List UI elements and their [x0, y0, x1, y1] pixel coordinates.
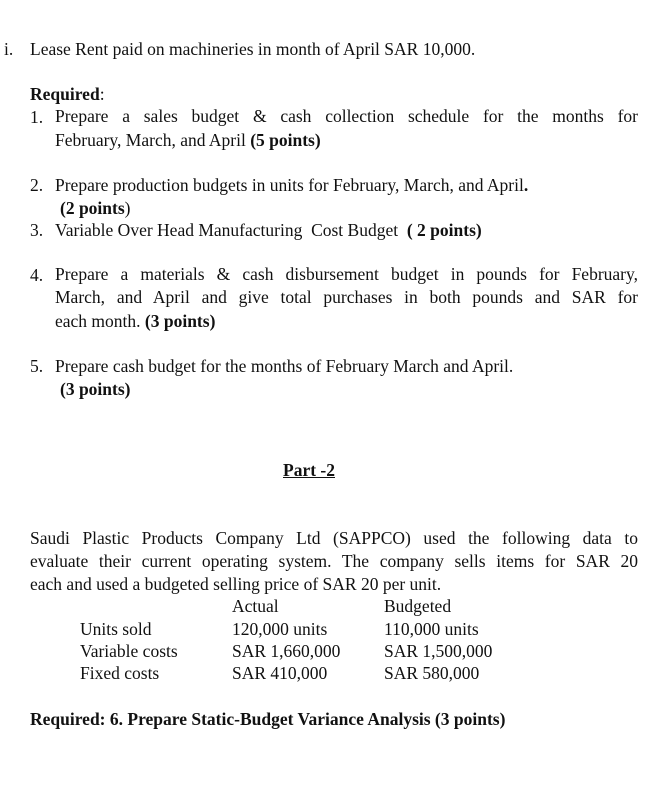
- required-colon: :: [99, 84, 105, 104]
- requirement-points: ( 2 points): [406, 220, 482, 240]
- requirement-text: [55, 174, 528, 196]
- requirement-number: 4.: [30, 265, 44, 285]
- actual-value: SAR 410,000: [232, 663, 328, 683]
- requirement-points-line: [60, 197, 131, 219]
- paragraph-line: evaluate their current operating system. The company sells items for SAR 20: [30, 551, 638, 571]
- row-label: Units sold: [80, 619, 152, 639]
- paragraph-line: each and used a budgeted selling price of SAR 20 per unit.: [30, 574, 442, 594]
- requirement-text: Prepare a sales budget & cash collection schedule for the months for: [55, 106, 638, 126]
- row-label: Fixed costs: [80, 663, 160, 683]
- part-2-required: Required: 6. Prepare Static-Budget Variance Analysis (3 points): [30, 709, 506, 729]
- part-2-title: Part -2: [283, 460, 335, 480]
- requirement-text-line: February, March, and April: [55, 130, 251, 150]
- budgeted-value: SAR 1,500,000: [384, 641, 493, 661]
- required-heading: [30, 83, 105, 105]
- requirement-points: (3 points): [60, 379, 131, 399]
- actual-value: SAR 1,660,000: [232, 641, 341, 661]
- requirement-number: 3.: [30, 220, 44, 240]
- requirement-points: (5 points): [250, 130, 321, 150]
- item-i-text: Lease Rent paid on machineries in month of April SAR 10,000.: [30, 39, 476, 59]
- requirement-text: Prepare cash budget for the months of February March and April.: [55, 356, 514, 376]
- requirement-text-cont: [55, 310, 215, 332]
- requirement-dot: .: [523, 175, 529, 195]
- requirement-text-line: Prepare production budgets in units for February, March, and April: [55, 175, 524, 195]
- item-i-marker: i.: [4, 39, 14, 59]
- requirement-points: (3 points): [144, 311, 216, 331]
- requirement-text-cont: March, and April and give total purchases in both pounds and SAR for: [55, 287, 638, 307]
- budgeted-value: 110,000 units: [384, 619, 479, 639]
- actual-value: 120,000 units: [232, 619, 328, 639]
- required-label: Required: [30, 84, 100, 104]
- requirement-number: 2.: [30, 175, 44, 195]
- requirement-points-line: [60, 378, 131, 400]
- requirement-points: (2 points: [60, 198, 125, 218]
- requirement-text: [55, 219, 482, 241]
- requirement-number: 1.: [30, 107, 44, 127]
- requirement-text-line: Variable Over Head Manufacturing Cost Budget: [55, 220, 407, 240]
- requirement-number: 5.: [30, 356, 44, 376]
- row-label: Variable costs: [80, 641, 178, 661]
- requirement-text-line: each month.: [55, 311, 145, 331]
- budgeted-value: SAR 580,000: [384, 663, 480, 683]
- column-header-budgeted: Budgeted: [384, 596, 452, 616]
- requirement-text-cont: [55, 129, 321, 151]
- requirement-close-paren: ): [124, 198, 131, 218]
- column-header-actual: Actual: [232, 596, 279, 616]
- paragraph-line: Saudi Plastic Products Company Ltd (SAPPCO) used the following data to: [30, 528, 638, 548]
- requirement-text: Prepare a materials & cash disbursement budget in pounds for February,: [55, 264, 638, 284]
